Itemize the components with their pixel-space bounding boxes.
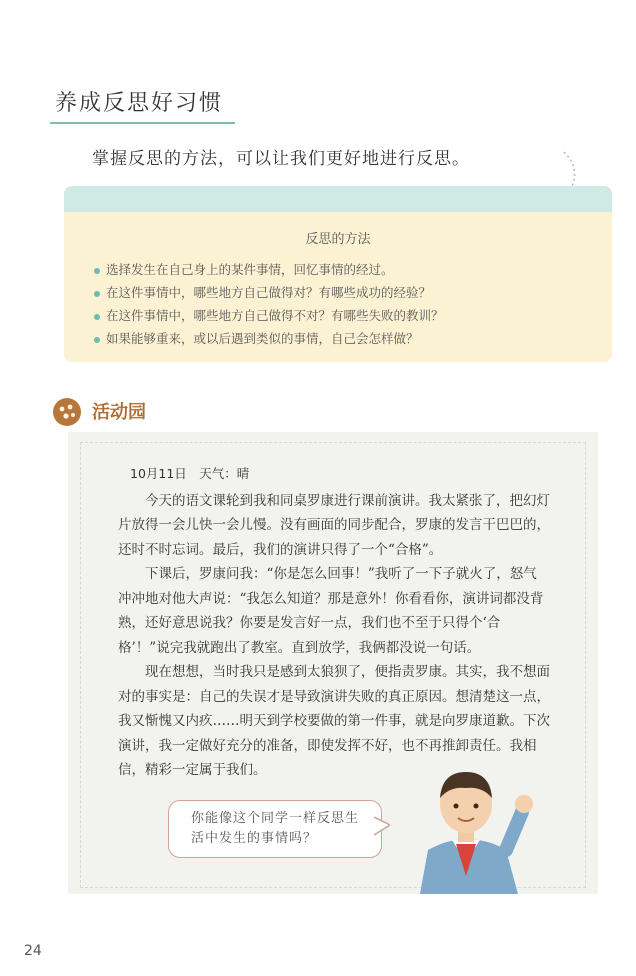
list-item: 在这件事情中，哪些地方自己做得对？有哪些成功的经验？ [94,281,444,304]
speech-bubble-tail [374,815,390,837]
method-card [64,186,612,362]
speech-bubble [168,800,382,858]
bullet-icon [94,268,100,274]
section-title-underline [50,122,235,124]
method-list [94,258,444,350]
list-item: 在这件事情中，哪些地方自己做得不对？有哪些失败的教训？ [94,304,444,327]
list-item: 选择发生在自己身上的某件事情，回忆事情的经过。 [94,258,444,281]
page-number: 24 [24,943,42,959]
bubble-text: 你能像这个同学一样反思生活中发生的事情吗？ [191,811,360,846]
list-item: 如果能够重来，或以后遇到类似的事情，自己会怎样做？ [94,327,444,350]
bullet-icon [94,337,100,343]
handprints-icon [52,397,82,427]
method-title: 反思的方法 [305,232,371,247]
diary-paragraph: 下课后，罗康问我：“你是怎么回事！”我听了一下子就火了，怒气冲冲地对他大声说：“我怎么知道？那是意外！你看看你，演讲词都没背熟，还好意思说我？你要是发言好一点，我们也不至于只得个‘合格’！”说完我就跑出了教室。直到放学，我俩都没说一句话。 [118,566,544,656]
bullet-icon [94,314,100,320]
boy-illustration [390,752,542,894]
diary-text [118,462,550,783]
diary-paragraph: 现在想想，当时我只是感到太狼狈了，便指责罗康。其实，我不想面对的事实是：自己的失误才是导致演讲失败的真正原因。想清楚这一点，我又惭愧又内疚……明天到学校要做的第一件事，就是向罗康道歉。下次演讲，我一定做好充分的准备，即使发挥不好，也不再推卸责任。我相信，精彩一定属于我们。 [118,664,550,778]
diary-date: 10月11日 天气：晴 [130,466,250,481]
intro-text: 掌握反思的方法，可以让我们更好地进行反思。 [92,149,470,169]
bullet-icon [94,291,100,297]
diary-paragraph: 今天的语文课轮到我和同桌罗康进行课前演讲。我太紧张了，把幻灯片放得一会儿快一会儿慢。没有画面的同步配合，罗康的发言干巴巴的，还时不时忘词。最后，我们的演讲只得了一个“合格”。 [118,492,550,558]
method-card-header [64,186,612,212]
activity-title: 活动园 [92,402,146,423]
section-title: 养成反思好习惯 [55,91,224,116]
